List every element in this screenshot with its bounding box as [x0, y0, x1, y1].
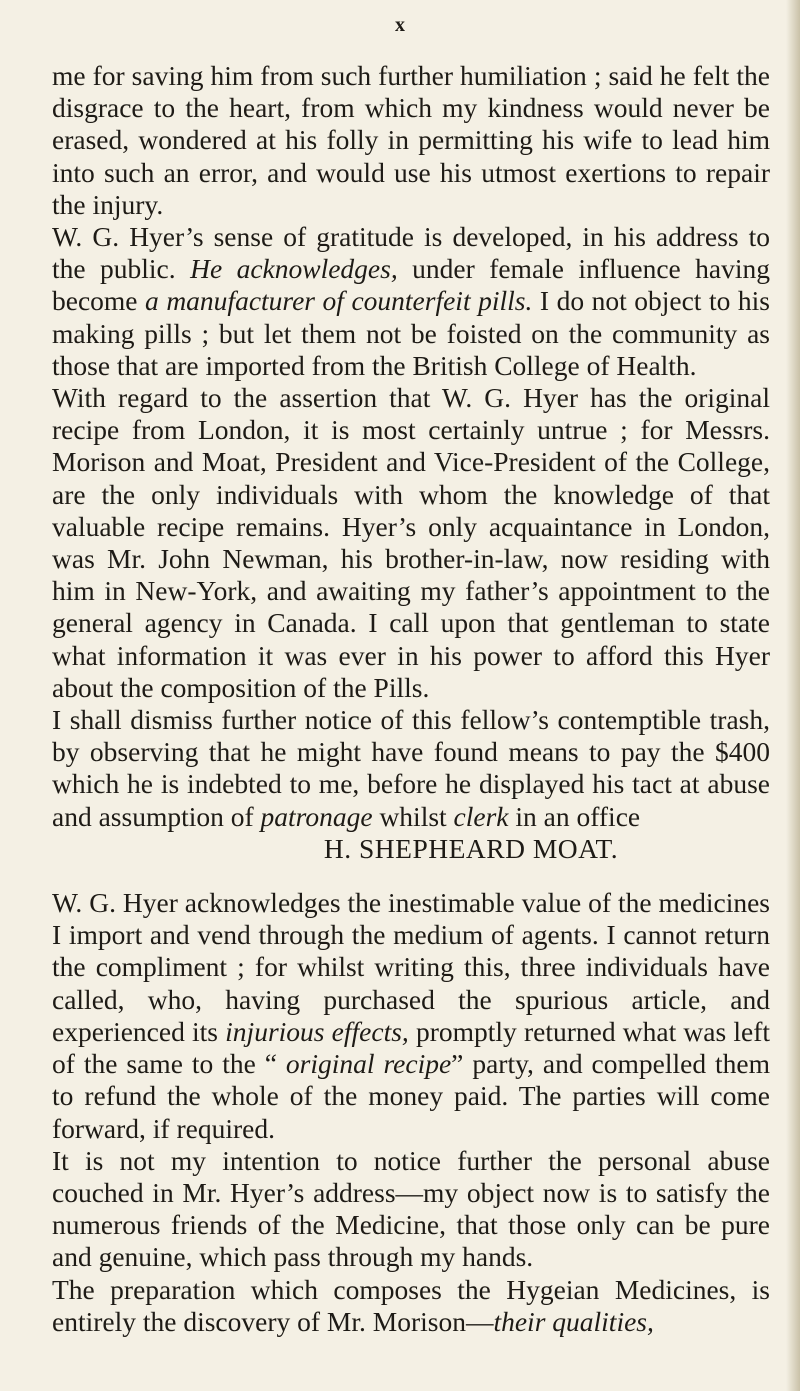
page-number: x: [395, 14, 405, 36]
paragraph-7: The preparation which composes the Hygeian Medicines, is entirely the discovery of Mr. Morison—their qualities,: [52, 1273, 770, 1337]
emphasis: clerk: [453, 800, 509, 832]
paragraph-3: With regard to the assertion that W. G. Hyer has the original recipe from London, it is most certainly untrue ; for Messrs. Morison and Moat, President and Vice-President of the College, are the only individuals with whom the knowledge of that valuable recipe remains. Hyer’s only acquaintance in London, was Mr. John Newman, his brother-in-law, now residing with him in New-York, and awaiting my father’s appointment to the general agency in Canada. I call upon that gentleman to state what information it was ever in his power to afford this Hyer about the composition of the Pills.: [52, 382, 770, 703]
section-gap: [52, 865, 770, 887]
emphasis: injurious effects,: [225, 1015, 409, 1047]
emphasis: a manufacturer of counterfeit pills.: [145, 285, 533, 317]
paragraph-5: W. G. Hyer acknowledges the inestimable value of the medicines I import and vend through the medium of agents. I cannot return the compliment ; for whilst writing this, three individuals have called, who, having purchased the spurious article, and experienced its injurious effects, promptly returned what was left of the same to the “ original recipe” party, and compelled them to refund the whole of the money paid. The parties will come forward, if required.: [52, 887, 771, 1144]
paragraph-6: It is not my intention to notice further the personal abuse couched in Mr. Hyer’s address—my object now is to satisfy the numerous friends of the Medicine, that those only can be pure and genuine, which pass through my hands.: [52, 1144, 770, 1273]
page-edge-shadow: [786, 0, 800, 1391]
emphasis: He acknowledges,: [190, 253, 398, 285]
signature: H. SHEPHEARD MOAT.: [323, 832, 619, 864]
body-text: [52, 60, 770, 1338]
emphasis: patronage: [260, 800, 373, 832]
paragraph-2: W. G. Hyer’s sense of gratitude is developed, in his address to the public. He acknowledges, under female influence having become a manufacturer of counterfeit pills. I do not object to his making pills ; but let them not be foisted on the community as those that are imported from the British College of Health.: [52, 221, 771, 381]
paragraph-1: me for saving him from such further humiliation ; said he felt the disgrace to the heart, from which my kindness would never be erased, wondered at his folly in permitting his wife to lead him into such an error, and would use his utmost exertions to repair the injury.: [52, 60, 770, 220]
emphasis: original recipe: [285, 1048, 452, 1080]
emphasis: their qualities,: [493, 1305, 654, 1337]
paragraph-4: I shall dismiss further notice of this fellow’s contemptible trash, by observing that he might have found means to pay the $400 which he is indebted to me, before he displayed his tact at abuse and assumption of patronage whilst clerk in an office: [52, 704, 770, 832]
